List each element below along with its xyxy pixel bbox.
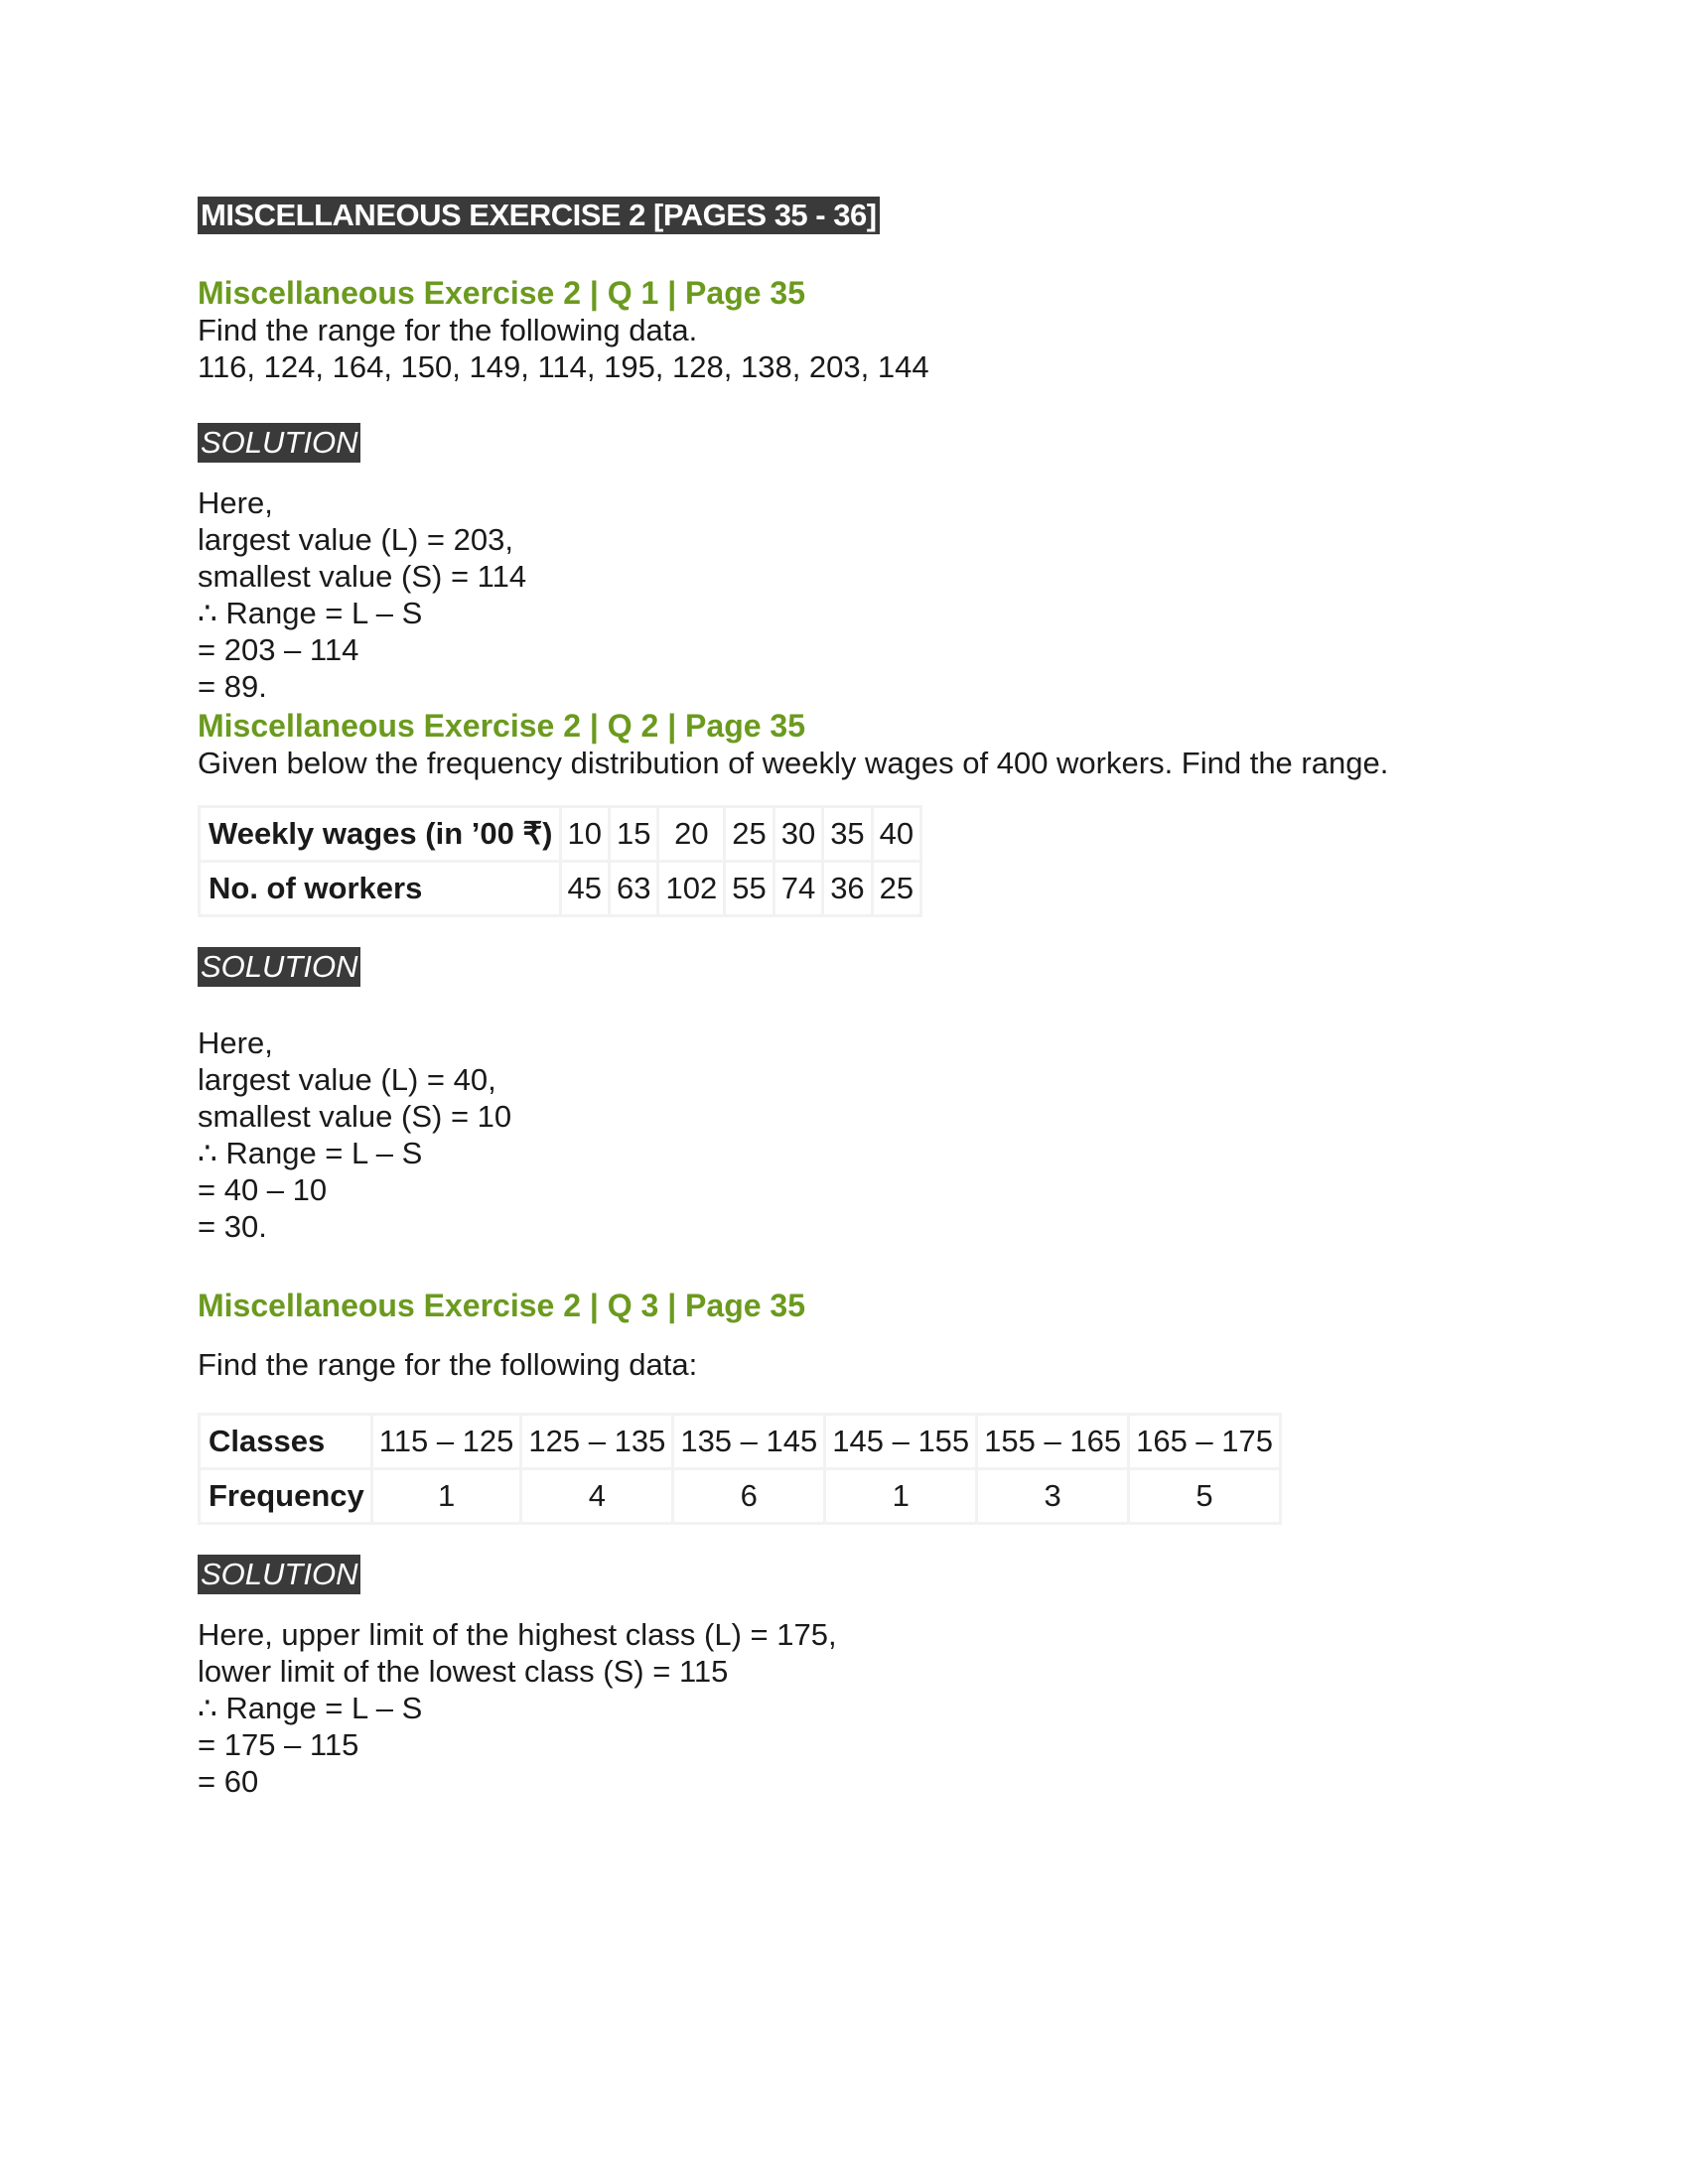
wages-table — [198, 805, 922, 917]
question-1-text-line: Find the range for the following data. — [198, 313, 698, 347]
table-cell: 30 — [775, 808, 821, 860]
solution-line: = 175 – 115 — [198, 1727, 359, 1762]
solution-1-label: SOLUTION — [198, 423, 360, 463]
table-cell: 155 – 165 — [978, 1416, 1127, 1467]
solution-line: ∴ Range = L – S — [198, 1136, 423, 1170]
solution-line: largest value (L) = 40, — [198, 1062, 496, 1097]
table-cell: 4 — [522, 1470, 671, 1522]
question-1-data-line: 116, 124, 164, 150, 149, 114, 195, 128, 138, 203, 144 — [198, 349, 929, 384]
table-row — [201, 1470, 1279, 1522]
question-3-heading: Miscellaneous Exercise 2 | Q 3 | Page 35 — [198, 1288, 806, 1323]
solution-line: largest value (L) = 203, — [198, 522, 513, 557]
table-cell: 1 — [826, 1470, 975, 1522]
table-cell: 25 — [874, 863, 919, 914]
solution-line: = 60 — [198, 1764, 259, 1799]
table-row — [201, 863, 919, 914]
solution-3-body — [198, 1616, 1488, 1800]
question-2 — [198, 707, 1488, 1245]
table-cell: 1 — [373, 1470, 520, 1522]
table-row-header: Weekly wages (in ’00 ₹) — [201, 808, 559, 860]
table-cell: 125 – 135 — [522, 1416, 671, 1467]
table-cell: 63 — [611, 863, 656, 914]
exercise-banner-text: MISCELLANEOUS EXERCISE 2 [PAGES 35 - 36] — [198, 197, 880, 234]
table-row-header: Frequency — [201, 1470, 370, 1522]
solution-line: ∴ Range = L – S — [198, 1691, 423, 1725]
table-cell: 165 – 175 — [1130, 1416, 1279, 1467]
question-1-heading: Miscellaneous Exercise 2 | Q 1 | Page 35 — [198, 275, 806, 311]
solution-line: = 40 – 10 — [198, 1172, 328, 1207]
solution-line: lower limit of the lowest class (S) = 115 — [198, 1654, 729, 1689]
table-cell: 55 — [726, 863, 772, 914]
solution-line: = 203 – 114 — [198, 632, 359, 667]
solution-2-body — [198, 1024, 1488, 1245]
table-cell: 5 — [1130, 1470, 1279, 1522]
document-page — [198, 197, 1488, 1800]
question-3-text: Find the range for the following data: — [198, 1347, 698, 1382]
table-cell: 15 — [611, 808, 656, 860]
table-cell: 74 — [775, 863, 821, 914]
table-cell: 25 — [726, 808, 772, 860]
table-row-header: No. of workers — [201, 863, 559, 914]
solution-line: Here, — [198, 1025, 273, 1060]
classes-table — [198, 1413, 1282, 1525]
solution-line: smallest value (S) = 114 — [198, 559, 527, 594]
table-row — [201, 1416, 1279, 1467]
question-2-heading: Miscellaneous Exercise 2 | Q 2 | Page 35 — [198, 708, 806, 744]
table-row — [201, 808, 919, 860]
table-row-header: Classes — [201, 1416, 370, 1467]
table-cell: 145 – 155 — [826, 1416, 975, 1467]
solution-line: = 89. — [198, 669, 267, 704]
table-cell: 6 — [674, 1470, 823, 1522]
table-cell: 40 — [874, 808, 919, 860]
solution-line: Here, — [198, 485, 273, 520]
table-cell: 20 — [659, 808, 723, 860]
table-cell: 10 — [562, 808, 608, 860]
solution-3-label: SOLUTION — [198, 1555, 360, 1594]
table-cell: 135 – 145 — [674, 1416, 823, 1467]
solution-line: = 30. — [198, 1209, 267, 1244]
question-2-text: Given below the frequency distribution of weekly wages of 400 workers. Find the range. — [198, 746, 1389, 780]
question-1 — [198, 274, 1488, 705]
question-3 — [198, 1287, 1488, 1800]
table-cell: 102 — [659, 863, 723, 914]
solution-line: Here, upper limit of the highest class (L) = 175, — [198, 1617, 837, 1652]
solution-line: smallest value (S) = 10 — [198, 1099, 512, 1134]
exercise-banner — [198, 197, 1488, 234]
solution-line: ∴ Range = L – S — [198, 596, 423, 630]
table-cell: 36 — [824, 863, 870, 914]
table-cell: 115 – 125 — [373, 1416, 520, 1467]
solution-1-body — [198, 484, 1488, 705]
table-cell: 3 — [978, 1470, 1127, 1522]
table-cell: 35 — [824, 808, 870, 860]
solution-2-label: SOLUTION — [198, 947, 360, 987]
table-cell: 45 — [562, 863, 608, 914]
